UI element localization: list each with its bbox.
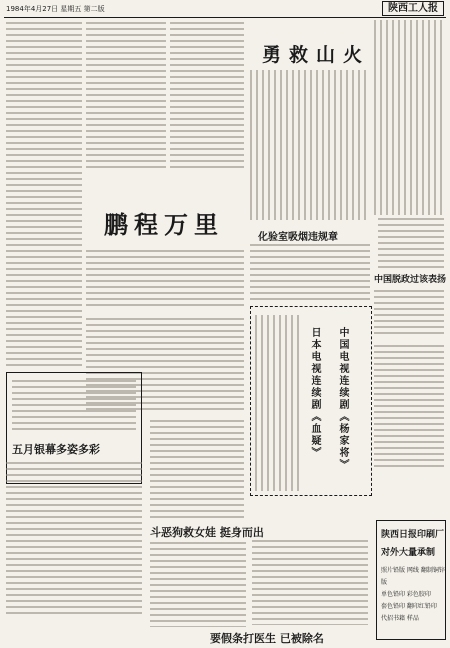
column-text xyxy=(12,380,136,430)
doctor-headline: 要假条打医生 已被除名 xyxy=(210,632,324,645)
ad-row: 代招书籍 样品 xyxy=(381,615,419,622)
dateline: 1984年4月27日 星期五 第二版 xyxy=(6,5,105,13)
ad-row: 照片铅版 网线 翻制铜锌版 xyxy=(381,567,445,586)
column-text xyxy=(250,244,370,302)
tv-series-title-1: 中国电视连续剧《杨家将》 xyxy=(337,327,348,471)
ad-title: 陕西日报印刷厂 xyxy=(381,530,445,540)
column-text xyxy=(150,420,244,520)
survey-headline: 中国脱政过该表扬 xyxy=(374,275,447,285)
tv-series-box xyxy=(250,306,372,496)
column-text xyxy=(250,70,370,220)
ad-rows xyxy=(381,565,445,625)
lab-headline: 化验室吸烟违规章 xyxy=(258,232,338,243)
column-text xyxy=(86,22,166,172)
film-headline: 五月银幕多姿多彩 xyxy=(12,443,100,456)
column-text xyxy=(378,218,444,268)
feature-headline: 鹏程万里 xyxy=(104,210,224,239)
masthead: 陕西工人报 xyxy=(382,1,444,16)
column-text xyxy=(6,462,142,617)
column-text xyxy=(374,20,444,215)
dog-rescue-headline: 斗恶狗救女娃 挺身而出 xyxy=(150,526,264,539)
tv-series-title-2: 日本电视连续剧《血疑》 xyxy=(309,327,320,459)
column-text xyxy=(252,540,368,625)
ad-row: 套色铅印 翻印红铅印 xyxy=(381,603,437,610)
top-rule xyxy=(4,17,446,18)
column-text xyxy=(374,290,444,338)
column-text xyxy=(150,542,246,627)
ad-row: 单色铅印 彩色胶印 xyxy=(381,591,431,598)
column-text xyxy=(374,345,444,470)
column-text xyxy=(170,22,244,172)
printing-ad xyxy=(376,520,446,640)
column-text xyxy=(86,250,244,310)
ad-subtitle: 对外大量承制 xyxy=(381,548,436,558)
fire-rescue-headline: 勇救山火 xyxy=(262,44,371,66)
column-text xyxy=(6,22,82,367)
column-text xyxy=(255,315,301,491)
